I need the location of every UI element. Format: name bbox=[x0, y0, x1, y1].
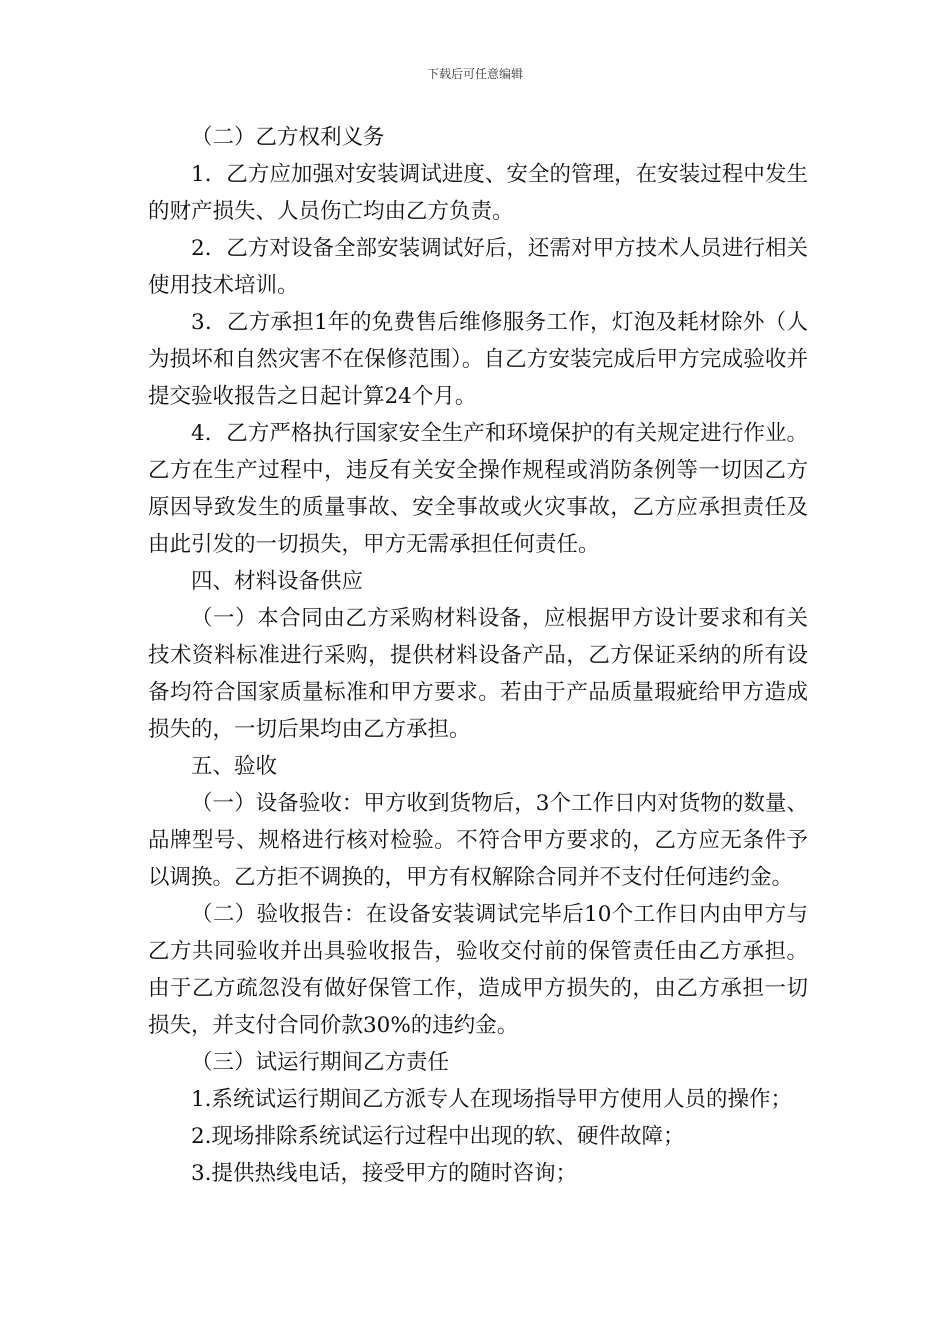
section-heading-material-supply: 四、材料设备供应 bbox=[191, 569, 364, 594]
section-heading-acceptance: 五、验收 bbox=[191, 754, 278, 779]
trial-run-item-3: 3.提供热线电话，接受甲方的随时咨询； bbox=[191, 1161, 578, 1186]
clause-acceptance-report: （二）验收报告：在设备安装调试完毕后10个工作日内由甲方与乙方共同验收并出具验收报告，验收交付前的保管责任由乙方承担。由于乙方疏忽没有做好保管工作，造成甲方损失的，由乙方承担一切损失，并支付合同价款30%的违约金。 bbox=[148, 902, 808, 1038]
document-body bbox=[148, 119, 808, 1192]
trial-run-item-1: 1.系统试运行期间乙方派专人在现场指导甲方使用人员的操作； bbox=[191, 1087, 793, 1112]
clause-procurement: （一）本合同由乙方采购材料设备，应根据甲方设计要求和有关技术资料标准进行采购，提供材料设备产品，乙方保证采纳的所有设备均符合国家质量标准和甲方要求。若由于产品质量瑕疵给甲方造成损失的，一切后果均由乙方承担。 bbox=[148, 606, 808, 742]
clause-3-warranty: 3．乙方承担1年的免费售后维修服务工作，灯泡及耗材除外（人为损坏和自然灾害不在保修范围）。自乙方安装完成后甲方完成验收并提交验收报告之日起计算24个月。 bbox=[148, 310, 808, 409]
page-header: 下载后可任意编辑 bbox=[426, 67, 523, 81]
clause-2-training: 2．乙方对设备全部安装调试好后，还需对甲方技术人员进行相关使用技术培训。 bbox=[148, 236, 808, 298]
subsection-heading-trial-run: （三）试运行期间乙方责任 bbox=[191, 1050, 450, 1075]
trial-run-item-2: 2.现场排除系统试运行过程中出现的软、硬件故障； bbox=[191, 1124, 685, 1149]
clause-1-safety-management: 1．乙方应加强对安装调试进度、安全的管理，在安装过程中发生的财产损失、人员伤亡均由乙方负责。 bbox=[148, 162, 808, 224]
clause-equipment-acceptance: （一）设备验收：甲方收到货物后，3个工作日内对货物的数量、品牌型号、规格进行核对检验。不符合甲方要求的，乙方应无条件予以调换。乙方拒不调换的，甲方有权解除合同并不支付任何违约金。 bbox=[148, 791, 808, 890]
section-heading-party-b-rights: （二）乙方权利义务 bbox=[191, 125, 385, 150]
clause-4-safety-regulations: 4．乙方严格执行国家安全生产和环境保护的有关规定进行作业。乙方在生产过程中，违反有关安全操作规程或消防条例等一切因乙方原因导致发生的质量事故、安全事故或火灾事故，乙方应承担责任及由此引发的一切损失，甲方无需承担任何责任。 bbox=[148, 421, 808, 557]
